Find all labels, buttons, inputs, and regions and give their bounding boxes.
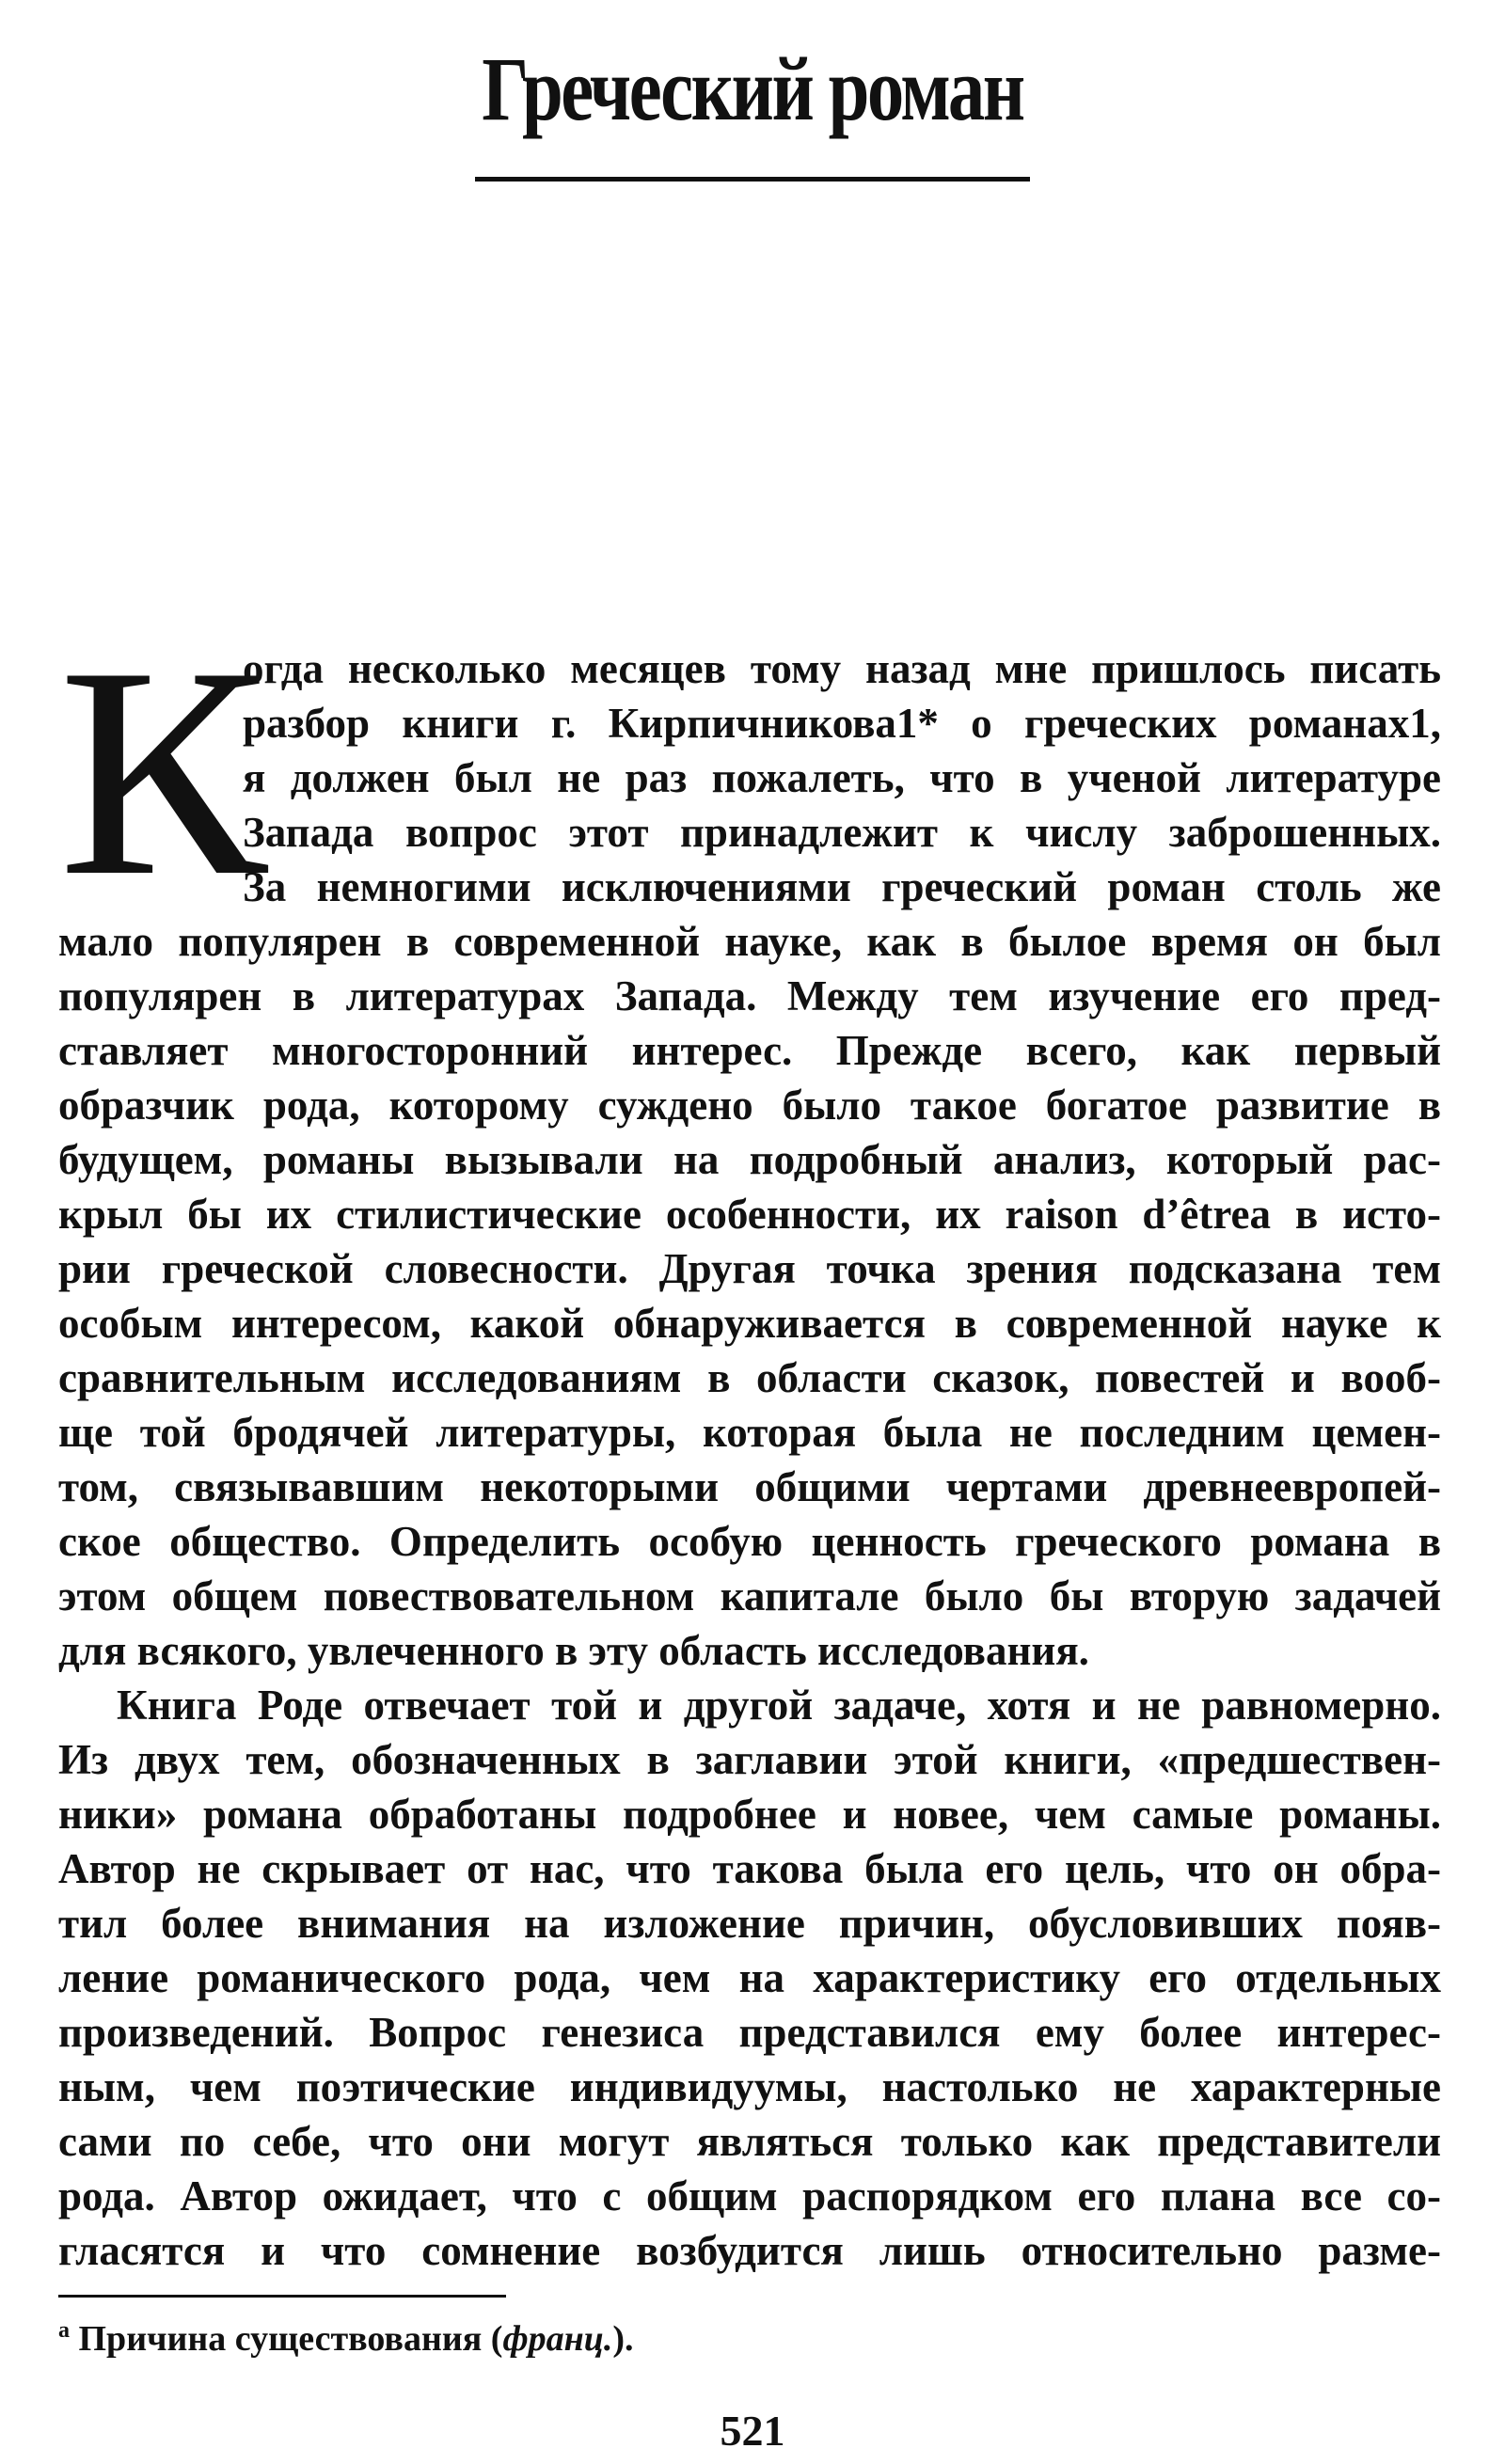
text-line: ское общество. Определить особую ценность греческого романа в bbox=[58, 1518, 1441, 1565]
text-line: Из двух тем, обозначенных в заглавии этой книги, «предшествен- bbox=[58, 1736, 1441, 1783]
footnote bbox=[58, 2306, 634, 2363]
text-line: особым интересом, какой обнаруживается в современной науке к bbox=[58, 1300, 1441, 1347]
text-line: крыл бы их стилистические особенности, их raison d’êtreа в исто- bbox=[58, 1191, 1441, 1238]
article-body bbox=[58, 606, 1441, 2278]
footnote-divider bbox=[58, 2295, 506, 2298]
footnote-marker: а bbox=[58, 2318, 70, 2343]
text-line: Запада вопрос этот принадлежит к числу заброшенных. bbox=[243, 809, 1441, 856]
text-line: Книга Роде отвечает той и другой задаче, хотя и не равномерно. bbox=[117, 1682, 1441, 1729]
text-line: разбор книги г. Кирпичникова1* о греческих романах1, bbox=[243, 700, 1441, 747]
footnote-italic: франц. bbox=[502, 2319, 613, 2359]
title-underline bbox=[475, 177, 1030, 182]
drop-cap: К bbox=[58, 606, 267, 939]
text-line: рода. Автор ожидает, что с общим распорядком его плана все со- bbox=[58, 2172, 1441, 2219]
text-line: будущем, романы вызывали на подробный анализ, который рас- bbox=[58, 1136, 1441, 1183]
text-line: ление романического рода, чем на характеристику его отдельных bbox=[58, 1954, 1441, 2001]
text-line: рии греческой словесности. Другая точка зрения подсказана тем bbox=[58, 1245, 1441, 1292]
text-line: гласятся и что сомнение возбудится лишь относительно разме- bbox=[58, 2227, 1441, 2274]
text-line: сравнительным исследованиям в области сказок, повестей и вооб- bbox=[58, 1354, 1441, 1401]
text-line: популярен в литературах Запада. Между тем изучение его пред- bbox=[58, 972, 1441, 1019]
text-line: образчик рода, которому суждено было такое богатое развитие в bbox=[58, 1082, 1441, 1129]
text-line: произведений. Вопрос генезиса представился ему более интерес- bbox=[58, 2009, 1441, 2056]
text-line: сами по себе, что они могут являться только как представители bbox=[58, 2118, 1441, 2165]
page-number: 521 bbox=[720, 2407, 785, 2455]
text-line: я должен был не раз пожалеть, что в ученой литературе bbox=[243, 754, 1441, 801]
text-line: огда несколько месяцев тому назад мне пришлось писать bbox=[243, 645, 1441, 692]
text-line: тил более внимания на изложение причин, обусловивших появ- bbox=[58, 1900, 1441, 1947]
text-line: мало популярен в современной науке, как в былое время он был bbox=[58, 918, 1441, 965]
text-line: ставляет многосторонний интерес. Прежде всего, как первый bbox=[58, 1027, 1441, 1074]
text-line: этом общем повествовательном капитале было бы вторую задачей bbox=[58, 1572, 1441, 1619]
text-line: для всякого, увлеченного в эту область исследования. bbox=[58, 1627, 1089, 1674]
text-line: Автор не скрывает от нас, что такова была его цель, что он обра- bbox=[58, 1845, 1441, 1892]
text-line: том, связывавшим некоторыми общими чертами древнеевропей- bbox=[58, 1463, 1441, 1510]
footnote-closing: ). bbox=[612, 2319, 634, 2359]
text-line: ще той бродячей литературы, которая была не последним цемен- bbox=[58, 1409, 1441, 1456]
text-line: За немногими исключениями греческий роман столь же bbox=[243, 863, 1441, 910]
footnote-text: Причина существования ( bbox=[78, 2319, 503, 2359]
page-title: Греческий роман bbox=[482, 39, 1023, 139]
text-line: ным, чем поэтические индивидуумы, настолько не характерные bbox=[58, 2063, 1441, 2110]
text-line: ники» романа обработаны подробнее и новее, чем самые романы. bbox=[58, 1791, 1441, 1838]
